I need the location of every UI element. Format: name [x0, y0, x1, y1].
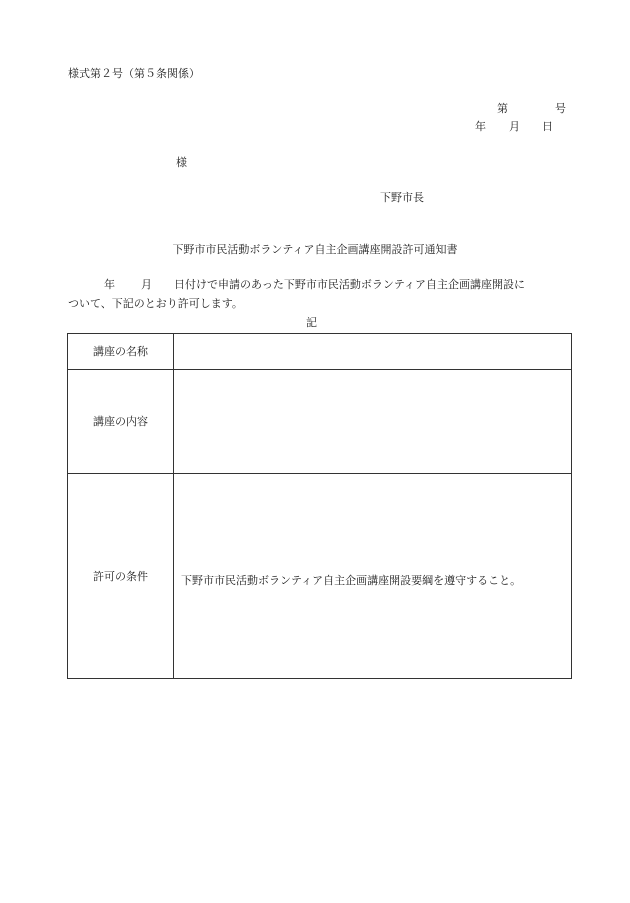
form-number: 様式第２号（第５条関係） [68, 67, 200, 80]
date-day: 日 [542, 120, 553, 133]
ki-heading: 記 [306, 316, 317, 329]
page-title: 下野市市民活動ボランティア自主企画講座開設許可通知書 [172, 243, 458, 256]
permit-conditions-value [174, 474, 572, 679]
permit-details-table [67, 333, 572, 679]
table-row [68, 370, 572, 474]
issue-date [475, 121, 553, 132]
body-line1-text: 日付けで申請のあった下野市市民活動ボランティア自主企画講座開設に [174, 278, 526, 291]
table-row [68, 334, 572, 370]
document-number [497, 103, 566, 114]
addressee-honorific: 様 [176, 156, 187, 169]
issuer-name: 下野市長 [380, 191, 424, 204]
table-row [68, 474, 572, 679]
body-month: 月 [141, 278, 152, 291]
body-line-1 [104, 279, 525, 290]
document-number-dai: 第 [497, 102, 508, 115]
course-content-label: 講座の内容 [68, 370, 174, 474]
permit-conditions-label: 許可の条件 [68, 474, 174, 679]
course-content-value [174, 370, 572, 474]
body-line-2: ついて、下記のとおり許可します。 [68, 297, 243, 310]
document-number-go: 号 [555, 102, 566, 115]
date-year: 年 [475, 120, 486, 133]
course-name-label: 講座の名称 [68, 334, 174, 370]
date-month: 月 [509, 120, 520, 133]
course-name-value [174, 334, 572, 370]
body-year: 年 [104, 278, 115, 291]
permit-conditions-text: 下野市市民活動ボランティア自主企画講座開設要綱を遵守すること。 [181, 573, 522, 587]
